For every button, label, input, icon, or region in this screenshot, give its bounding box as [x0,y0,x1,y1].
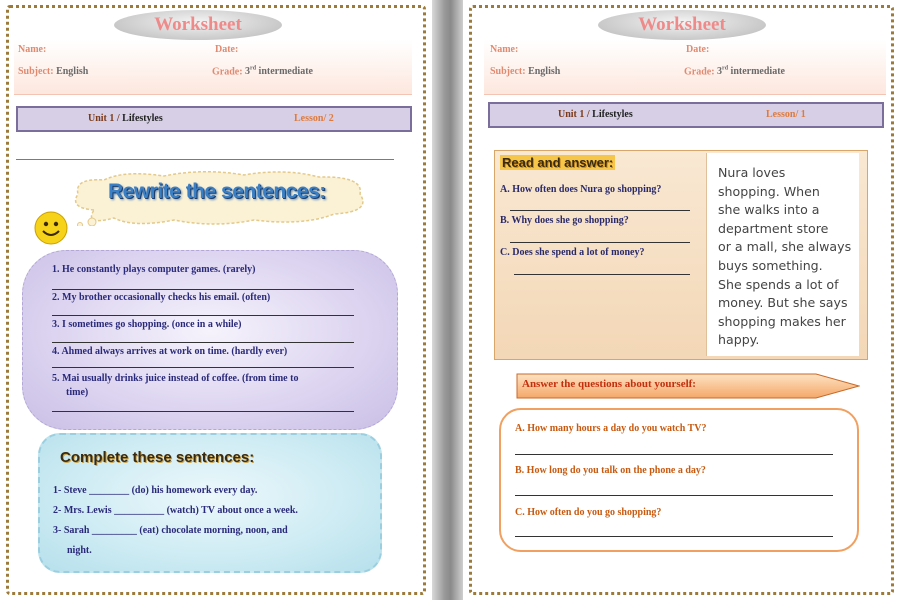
story-line: money. But she says [718,295,848,311]
story-line: department store [718,220,829,236]
story-text [718,164,854,350]
unit-bar [488,102,884,128]
grade-field [684,66,785,77]
complete-title: Complete these sentences: [60,449,255,466]
worksheet-title: Worksheet [114,10,282,40]
rewrite-item: time) [66,387,89,398]
worksheet-title: Worksheet [598,10,766,40]
answer-line [52,315,354,316]
story-line: or a mall, she always [718,239,852,255]
rewrite-item: 4. Ahmed always arrives at work on time. (hardly ever) [52,346,288,357]
complete-item: night. [67,545,92,556]
story-line: happy. [718,332,760,348]
answer-line [52,411,354,412]
date-label: Date: [215,44,239,55]
story-line: buys something. [718,257,823,273]
answer-line [514,274,690,275]
lesson-label: Lesson/ 2 [294,113,334,124]
story-line: shopping makes her [718,313,846,329]
rewrite-box [22,250,398,430]
subject-value: English [528,66,561,77]
rewrite-item: 3. I sometimes go shopping. (once in a while) [52,319,242,330]
about-question: A. How many hours a day do you watch TV? [515,423,707,434]
subject-field [18,66,88,77]
read-question: C. Does she spend a lot of money? [500,247,645,258]
unit-label: Unit 1 / Lifestyles [88,113,163,124]
answer-line [515,536,833,537]
rewrite-item: 2. My brother occasionally checks his email. (often) [52,292,271,303]
subject-label: Subject: [490,66,526,77]
read-answer-title: Read and answer: [502,155,614,170]
subject-value: English [56,66,89,77]
name-label: Name: [18,44,47,55]
complete-item: 2- Mrs. Lewis __________ (watch) TV about once a week. [53,505,298,516]
complete-item: 3- Sarah _________ (eat) chocolate morning, noon, and [53,525,288,536]
unit-label: Unit 1 / Lifestyles [558,109,633,120]
answer-line [52,367,354,368]
smiley-icon [34,211,68,245]
complete-item: 1- Steve ________ (do) his homework every day. [53,485,258,496]
date-label: Date: [686,44,710,55]
name-label: Name: [490,44,519,55]
grade-label: Grade: [684,66,715,78]
subject-field [490,66,560,77]
grade-value: 3rd intermediate [245,66,313,78]
answer-line [515,454,833,455]
subject-label: Subject: [18,66,54,77]
rewrite-item: 5. Mai usually drinks juice instead of coffee. (from time to [52,373,299,384]
story-line: shopping. When [718,183,820,199]
answer-line [52,342,354,343]
read-question: A. How often does Nura go shopping? [500,184,662,195]
read-question: B. Why does she go shopping? [500,215,629,226]
rewrite-title: Rewrite the sentences: [108,180,326,203]
grade-field [212,66,313,77]
unit-bar [16,106,412,132]
answer-line [510,242,690,243]
rewrite-item: 1. He constantly plays computer games. (rarely) [52,264,256,275]
grade-label: Grade: [212,66,243,78]
divider-line [16,159,394,160]
grade-value: 3rd intermediate [717,66,785,78]
about-yourself-title: Answer the questions about yourself: [522,378,696,390]
page-gap [432,0,463,600]
story-line: She spends a lot of [718,276,839,292]
about-question: C. How often do you go shopping? [515,507,662,518]
about-question: B. How long do you talk on the phone a day? [515,465,706,476]
story-line: Nura loves [718,165,786,180]
story-line: she walks into a [718,202,820,218]
lesson-label: Lesson/ 1 [766,109,806,120]
answer-line [52,289,354,290]
answer-line [510,210,690,211]
answer-line [515,495,833,496]
